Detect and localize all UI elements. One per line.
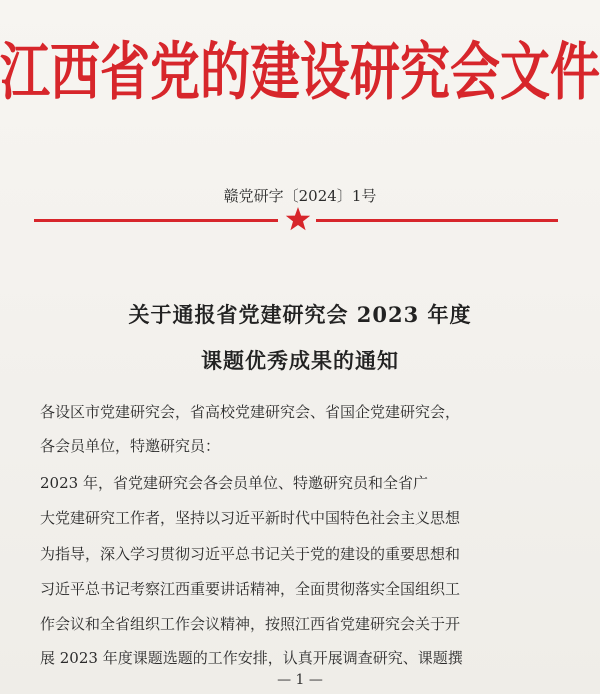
body-line: 各设区市党建研究会，省高校党建研究会、省国企党建研究会，	[40, 403, 461, 421]
body-line: 大党建研究工作者，坚持以习近平新时代中国特色社会主义思想	[40, 509, 461, 527]
body-line: 习近平总书记考察江西重要讲话精神，全面贯彻落实全国组织工	[40, 580, 461, 598]
document-number: 赣党研字〔2024〕1号	[223, 187, 377, 205]
body-line: 展 2023 年度课题选题的工作安排，认真开展调查研究、课题撰	[40, 649, 463, 667]
red-star-icon	[285, 206, 311, 232]
notice-title-line2: 课题优秀成果的通知	[201, 348, 399, 373]
body-line: 2023 年，省党建研究会各会员单位、特邀研究员和全省广	[40, 474, 428, 492]
page-number: — 1 —	[277, 672, 323, 688]
body-line: 为指导，深入学习贯彻习近平总书记关于党的建设的重要思想和	[40, 545, 461, 563]
document-header-title: 江西省党的建设研究会文件	[0, 34, 600, 109]
body-line: 作会议和全省组织工作会议精神，按照江西省党建研究会关于开	[40, 615, 461, 633]
red-divider-right	[316, 219, 558, 222]
body-line: 各会员单位，特邀研究员：	[40, 437, 221, 455]
red-divider-left	[34, 219, 278, 222]
notice-title-line1: 关于通报省党建研究会 2023 年度	[128, 302, 472, 327]
